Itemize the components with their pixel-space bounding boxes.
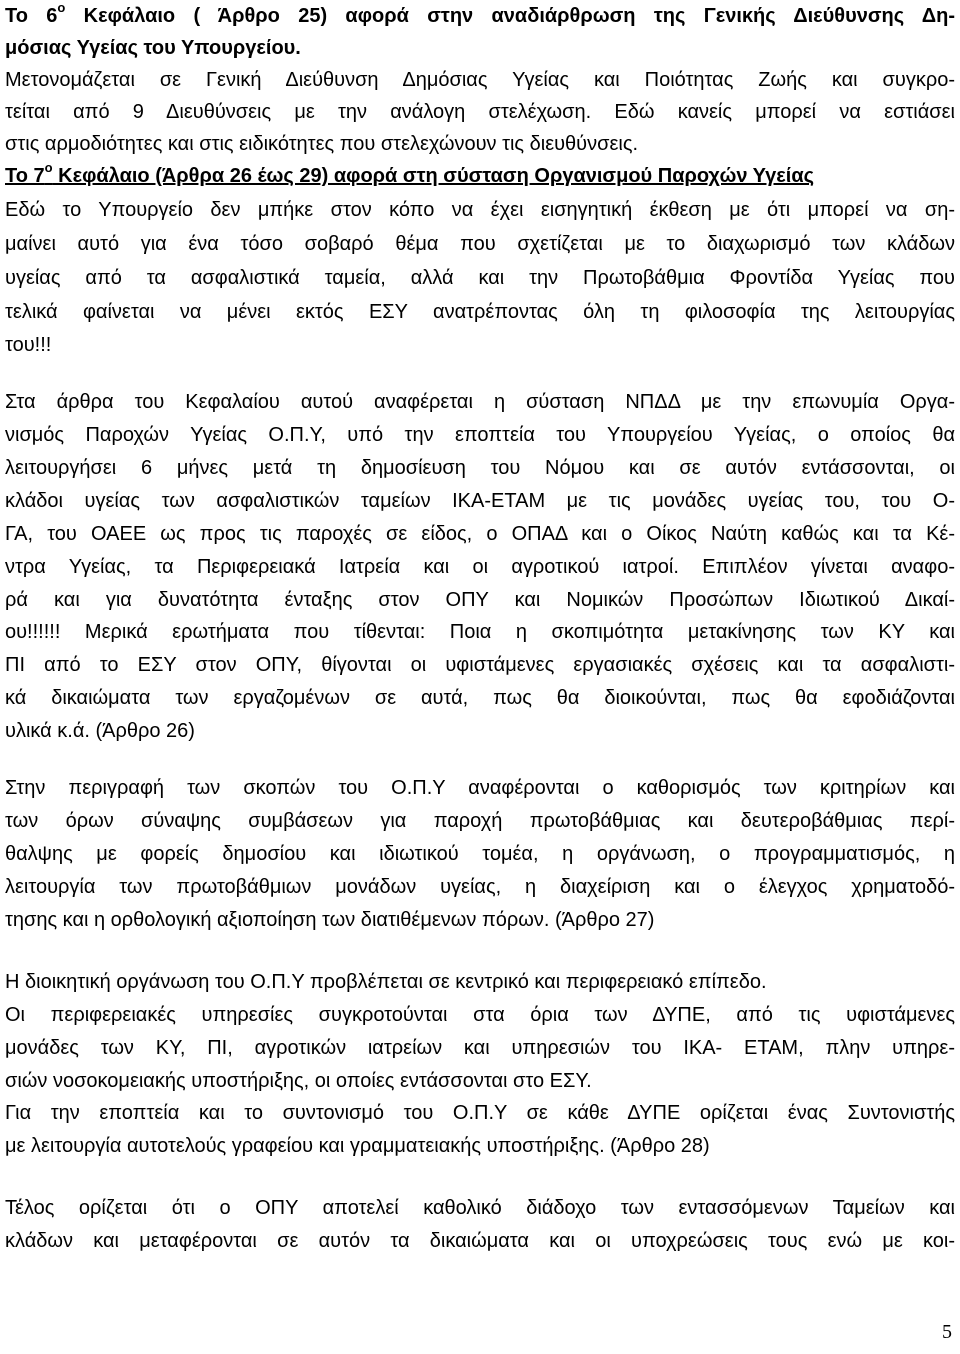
chapter7-heading bbox=[5, 160, 955, 188]
para4-line: Στην περιγραφή των σκοπών του Ο.Π.Υ αναφέρονται ο καθορισμός των κριτηρίων και bbox=[5, 777, 955, 799]
chapter6-heading-text: Κεφάλαιο ( Άρθρο 25) αφορά στην αναδιάρθρωση της Γενικής Διεύθυνσης Δη- bbox=[65, 5, 955, 27]
para4-line: τησης και η ορθολογική αξιοποίηση των διατιθέμενων πόρων. (Άρθρο 27) bbox=[5, 909, 655, 931]
para3-line: ντρα Υγείας, τα Περιφερειακά Ιατρεία και οι αγροτικού ιατροί. Επιπλέον γίνεται αναφο- bbox=[5, 556, 955, 578]
para2-line: τελικά φαίνεται να μένει εκτός ΕΣΥ ανατρέποντας όλη τη φιλοσοφία της λειτουργίας bbox=[5, 301, 955, 323]
para5-line: με λειτουργία αυτοτελούς γραφείου και γραμματειακής υποστήριξης. (Άρθρο 28) bbox=[5, 1135, 710, 1157]
para4-line: των όρων σύναψης συμβάσεων για παροχή πρωτοβάθμιας και δευτεροβάθμιας περί- bbox=[5, 810, 955, 832]
chapter6-heading-prefix: Το 6 bbox=[5, 5, 58, 27]
para3-line: κά δικαιώματα των εργαζομένων σε αυτά, πως θα διοικούνται, πως θα εφοδιάζονται bbox=[5, 687, 955, 709]
para1-line: τείται από 9 Διευθύνσεις με την ανάλογη στελέχωση. Εδώ κανείς μπορεί να εστιάσει bbox=[5, 101, 955, 123]
para4-line: λειτουργία των πρωτοβάθμιων μονάδων υγείας, η διαχείριση και ο έλεγχος χρηματοδό- bbox=[5, 876, 955, 898]
para3-line: λειτουργήσει 6 μήνες μετά τη δημοσίευση του Νόμου και σε αυτόν εντάσσονται, οι bbox=[5, 457, 955, 479]
para1-line: στις αρμοδιότητες και στις ειδικότητες που στελεχώνουν τις διευθύνσεις. bbox=[5, 133, 639, 155]
para3-line: ΓΑ, του ΟΑΕΕ ως προς τις παροχές σε είδος, ο ΟΠΑΔ και ο Οίκος Ναύτη καθώς και τα Κέ- bbox=[5, 523, 955, 545]
para5-line: μονάδες των ΚΥ, ΠΙ, αγροτικών ιατρείων και υπηρεσιών του ΙΚΑ- ΕΤΑΜ, πλην υπηρε- bbox=[5, 1037, 955, 1059]
para5-line: Η διοικητική οργάνωση του Ο.Π.Υ προβλέπεται σε κεντρικό και περιφερειακό επίπεδο. bbox=[5, 971, 767, 993]
para3-line: υλικά κ.ά. (Άρθρο 26) bbox=[5, 720, 195, 742]
para5-line: Για την εποπτεία και το συντονισμό του Ο.Π.Υ σε κάθε ΔΥΠΕ ορίζεται ένας Συντονιστής bbox=[5, 1102, 955, 1124]
chapter7-heading-prefix: Το 7 bbox=[5, 165, 45, 187]
para2-line: υγείας από τα ασφαλιστικά ταμεία, αλλά και την Πρωτοβάθμια Φροντίδα Υγείας που bbox=[5, 267, 955, 289]
para3-line: ρά και για δυνατότητα ένταξης στον ΟΠΥ και Νομικών Προσώπων Ιδιωτικού Δικαί- bbox=[5, 589, 955, 611]
para1-line: Μετονομάζεται σε Γενική Διεύθυνση Δημόσιας Υγείας και Ποιότητας Ζωής και συγκρο- bbox=[5, 69, 955, 91]
chapter6-superscript: ο bbox=[57, 0, 66, 16]
para6-line: κλάδων και μεταφέρονται σε αυτόν τα δικαιώματα και οι υποχρεώσεις τους ενώ με κοι- bbox=[5, 1230, 955, 1252]
para3-line: ΠΙ από το ΕΣΥ στον ΟΠΥ, θίγονται οι υφιστάμενες εργασιακές σχέσεις και τα ασφαλιστι- bbox=[5, 654, 955, 676]
chapter7-superscript: ο bbox=[44, 160, 53, 176]
para5-line: Οι περιφερειακές υπηρεσίες συγκροτούνται στα όρια των ΔΥΠΕ, από τις υφιστάμενες bbox=[5, 1004, 955, 1026]
para2-line: Εδώ το Υπουργείο δεν μπήκε στον κόπο να έχει εισηγητική έκθεση με ότι μπορεί να ση- bbox=[5, 199, 955, 221]
para6-line: Τέλος ορίζεται ότι ο ΟΠΥ αποτελεί καθολικό διάδοχο των εντασσόμενων Ταμείων και bbox=[5, 1197, 955, 1219]
chapter7-heading-text: Κεφάλαιο (Άρθρα 26 έως 29) αφορά στη σύσταση Οργανισμού Παροχών Υγείας bbox=[52, 165, 815, 187]
para3-line: Στα άρθρα του Κεφαλαίου αυτού αναφέρεται η σύσταση ΝΠΔΔ με την επωνυμία Οργα- bbox=[5, 391, 955, 413]
page-number: 5 bbox=[942, 1321, 952, 1343]
para5-line: σιών νοσοκομειακής υποστήριξης, οι οποίες εντάσσονται στο ΕΣΥ. bbox=[5, 1070, 592, 1092]
para2-line: μαίνει αυτό για ένα τόσο σοβαρό θέμα που σχετίζεται με το διαχωρισμό των κλάδων bbox=[5, 233, 955, 255]
chapter6-heading-line1 bbox=[5, 0, 955, 28]
chapter6-heading-line2: μόσιας Υγείας του Υπουργείου. bbox=[5, 37, 301, 59]
para3-line: νισμός Παροχών Υγείας Ο.Π.Υ, υπό την εποπτεία του Υπουργείου Υγείας, ο οποίος θα bbox=[5, 424, 955, 446]
para3-line: ου!!!!!! Μερικά ερωτήματα που τίθενται: Ποια η σκοπιμότητα μετακίνησης των ΚΥ και bbox=[5, 621, 955, 643]
para3-line: κλάδοι υγείας των ασφαλιστικών ταμείων ΙΚΑ-ΕΤΑΜ με τις μονάδες υγείας του, του Ο- bbox=[5, 490, 955, 512]
para2-line: του!!! bbox=[5, 334, 52, 356]
para4-line: θαλψης με φορείς δημοσίου και ιδιωτικού τομέα, η οργάνωση, ο προγραμματισμός, η bbox=[5, 843, 955, 865]
